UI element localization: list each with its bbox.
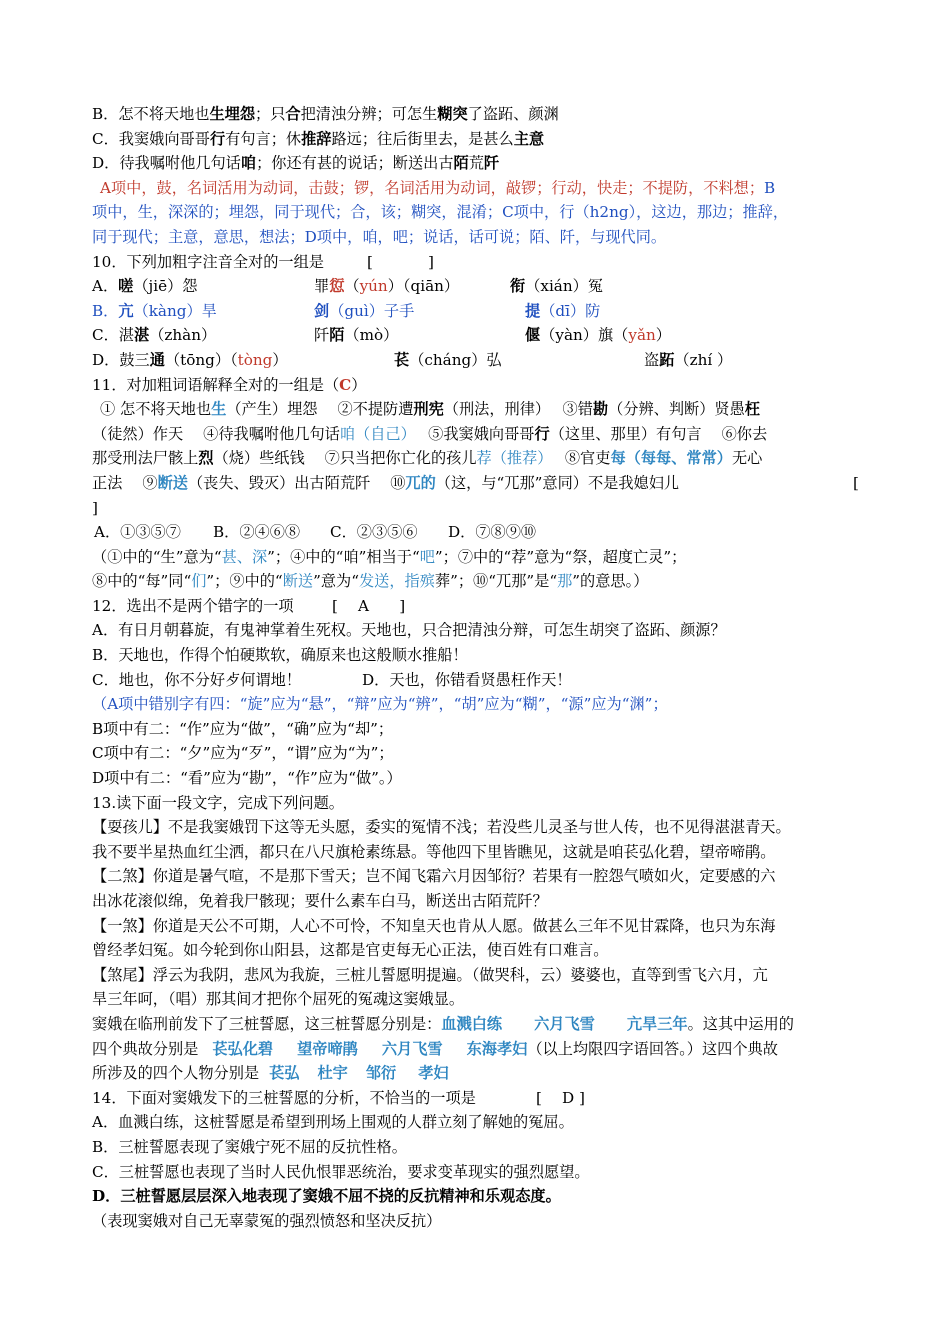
q13-passage-line: 【二煞】你道是暑气喧，不是那下雪天；岂不闻飞霜六月因邹衍？若果有一腔怨气喷如火，定要感的六 bbox=[92, 867, 776, 886]
q13-stem: 13.读下面一段文字，完成下列问题。 bbox=[92, 793, 344, 812]
q12-answer-line3: C项中有二：“夕”应为“歹”，“谓”应为“为”； bbox=[92, 744, 394, 763]
q9-answer-line2: 项中，生，深深的；埋怨，同于现代；合，该；糊突，混淆；C项中，行（h2ng），这边，那边；推辞， bbox=[92, 203, 789, 222]
q12-option-b: B．天地也，作得个怕硬欺软，确原来也这般顺水推船！ bbox=[92, 646, 468, 665]
q14-option-d: D．三桩誓愿层层深入地表现了窦娥不屈不挠的反抗精神和乐观态度。 bbox=[92, 1187, 561, 1206]
q12-option-a: A．有日月朝暮旋，有鬼神掌着生死权。天地也，只合把清浊分辩，可怎生胡突了盗跖、颜源？ bbox=[92, 621, 726, 640]
q11-line3: 那受刑法尸骸上烈（烧）些纸钱 ⑦只当把你亡化的孩儿荐（推荐） ⑧官吏每（每每、常常）无心 bbox=[92, 449, 763, 468]
q11-line1: ① 怎不将天地也生（产生）埋怨 ②不提防遭刑宪（刑法，刑律） ③错勘（分辨、判断）贤愚枉 bbox=[100, 400, 760, 419]
q12-option-cd: C．地也，你不分好歺何谓地！ D．天也，你错看贤愚枉作天！ bbox=[92, 670, 572, 689]
q14-option-a: A．血溅白练，这桩誓愿是希望到刑场上围观的人群立刻了解她的冤屈。 bbox=[92, 1113, 574, 1132]
q10-option-a: A．嗟（jiē）怨 罪愆（yún）（qiān） 衔（xián）冤 bbox=[92, 277, 604, 296]
q10-option-d: D．鼓三通（tōng）（tòng） 苌（cháng）弘 盗跖（zhí ） bbox=[92, 350, 733, 369]
q14-option-b: B．三桩誓愿表现了窦娥宁死不屈的反抗性格。 bbox=[92, 1137, 407, 1156]
q13-question-line3: 所涉及的四个人物分别是 苌弘 杜宇 邹衍 孝妇 bbox=[92, 1064, 449, 1083]
q12-answer-line4: D项中有二：“看”应为“勘”，“作”应为“做”。） bbox=[92, 769, 402, 788]
q13-passage-line: 【耍孩儿】不是我窦娥罚下这等无头愿，委实的冤情不浅；若没些儿灵圣与世人传，也不见得湛湛青天。 bbox=[92, 818, 791, 837]
document-page bbox=[92, 102, 867, 1233]
q11-stem: 11．对加粗词语解释全对的一组是（C） bbox=[92, 375, 367, 394]
q10-option-c: C．湛湛（zhàn） 阡陌（mò） 偃（yàn）旗（yǎn） bbox=[92, 326, 671, 345]
q9-option-c: C．我窦娥向哥哥行有句言；休推辞路远；往后街里去，是甚么主意 bbox=[92, 129, 545, 148]
q13-passage-line: 我不要半星热血红尘洒，都只在八尺旗枪素练悬。等他四下里皆瞧见，这就是咱苌弘化碧，望帝啼鹃。 bbox=[92, 842, 776, 861]
q13-passage-line: 旱三年呵，（唱）那其间才把你个屈死的冤魂这窦娥显。 bbox=[92, 990, 465, 1009]
q13-passage-line: 曾经孝妇冤。如今轮到你山阳县，这都是官吏每无心正法，使百姓有口难言。 bbox=[92, 941, 609, 960]
q10-option-b: B．亢（kàng）旱 剑（guì）子手 提（dī）防 bbox=[92, 301, 601, 320]
q12-stem: 12．选出不是两个错字的一项 [ A ] bbox=[92, 596, 406, 615]
q11-line5: ] bbox=[92, 498, 98, 517]
q11-line4: 正法 ⑨断送（丧失、毁灭）出古陌荒阡 ⑩兀的（这，与“兀那”意同）不是我媳妇儿 [ bbox=[92, 473, 859, 492]
q12-answer-line2: B项中有二：“作”应为“做”，“确”应为“却”； bbox=[92, 719, 394, 738]
q9-answer-line3: 同于现代；主意，意思，想法；D项中，咱，吧；说话，话可说；陌、阡，与现代同。 bbox=[92, 227, 667, 246]
q13-question-line2: 四个典故分别是 苌弘化碧 望帝啼鹃 六月飞雪 东海孝妇（以上均限四字语回答。）这四个典故 bbox=[92, 1039, 778, 1058]
q14-option-c: C．三桩誓愿也表现了当时人民仇恨罪恶统治，要求变革现实的强烈愿望。 bbox=[92, 1162, 590, 1181]
q13-question-line1: 窦娥在临刑前发下了三桩誓愿，这三桩誓愿分别是：血溅白练 六月飞雪 亢旱三年。这其中运用的 bbox=[92, 1014, 794, 1033]
q13-passage-line: 【煞尾】浮云为我阴，悲风为我旋，三桩儿誓愿明提遍。（做哭科，云）婆婆也，直等到雪飞六月，亢 bbox=[92, 965, 768, 984]
q9-option-d: D．待我嘱咐他几句话咱；你还有甚的说话；断送出古陌荒阡 bbox=[92, 154, 500, 173]
q13-passage-line: 【一煞】你道是天公不可期，人心不可怜，不知皇天也肯从人愿。做甚么三年不见甘霖降，也只为东海 bbox=[92, 916, 776, 935]
q14-note: （表现窦娥对自己无辜蒙冤的强烈愤怒和坚决反抗） bbox=[92, 1211, 442, 1230]
q11-line2: （徒然）作天 ④待我嘱咐他几句话咱（自己） ⑤我窦娥向哥哥行（这里、那里）有句言 ⑥你去 bbox=[92, 424, 768, 443]
q9-answer-line1: A项中，鼓，名词活用为动词，击鼓；锣，名词活用为动词，敲锣；行动，快走；不提防，不料想；B bbox=[100, 178, 776, 197]
q10-stem: 10．下列加粗字注音全对的一组是 [ ] bbox=[92, 252, 434, 271]
q11-note-line2: ⑧中的“每”同“们”；⑨中的“断送”意为“发送，指殡葬”；⑩“兀那”是“那”的意思。） bbox=[92, 572, 649, 591]
q14-stem: 14．下面对窦娥发下的三桩誓愿的分析，不恰当的一项是 [ D ] bbox=[92, 1088, 585, 1107]
q11-note-line1: （①中的“生”意为“甚、深”；④中的“咱”相当于“吧”；⑦中的“荐”意为“祭，超度亡灵”； bbox=[92, 547, 687, 566]
q11-choices: A．①③⑤⑦ B．②④⑥⑧ C．②③⑤⑥ D．⑦⑧⑨⑩ bbox=[94, 523, 537, 542]
q9-option-b: B．怎不将天地也生埋怨；只合把清浊分辨；可怎生糊突了盗跖、颜渊 bbox=[92, 105, 559, 123]
q12-answer-line1: （A项中错别字有四：“旋”应为“悬”，“辩”应为“辨”，“胡”应为“糊”，“源”应为“渊”； bbox=[92, 695, 668, 714]
q13-passage-line: 出冰花滚似绵，免着我尸骸现；要什么素车白马，断送出古陌荒阡？ bbox=[92, 892, 548, 910]
